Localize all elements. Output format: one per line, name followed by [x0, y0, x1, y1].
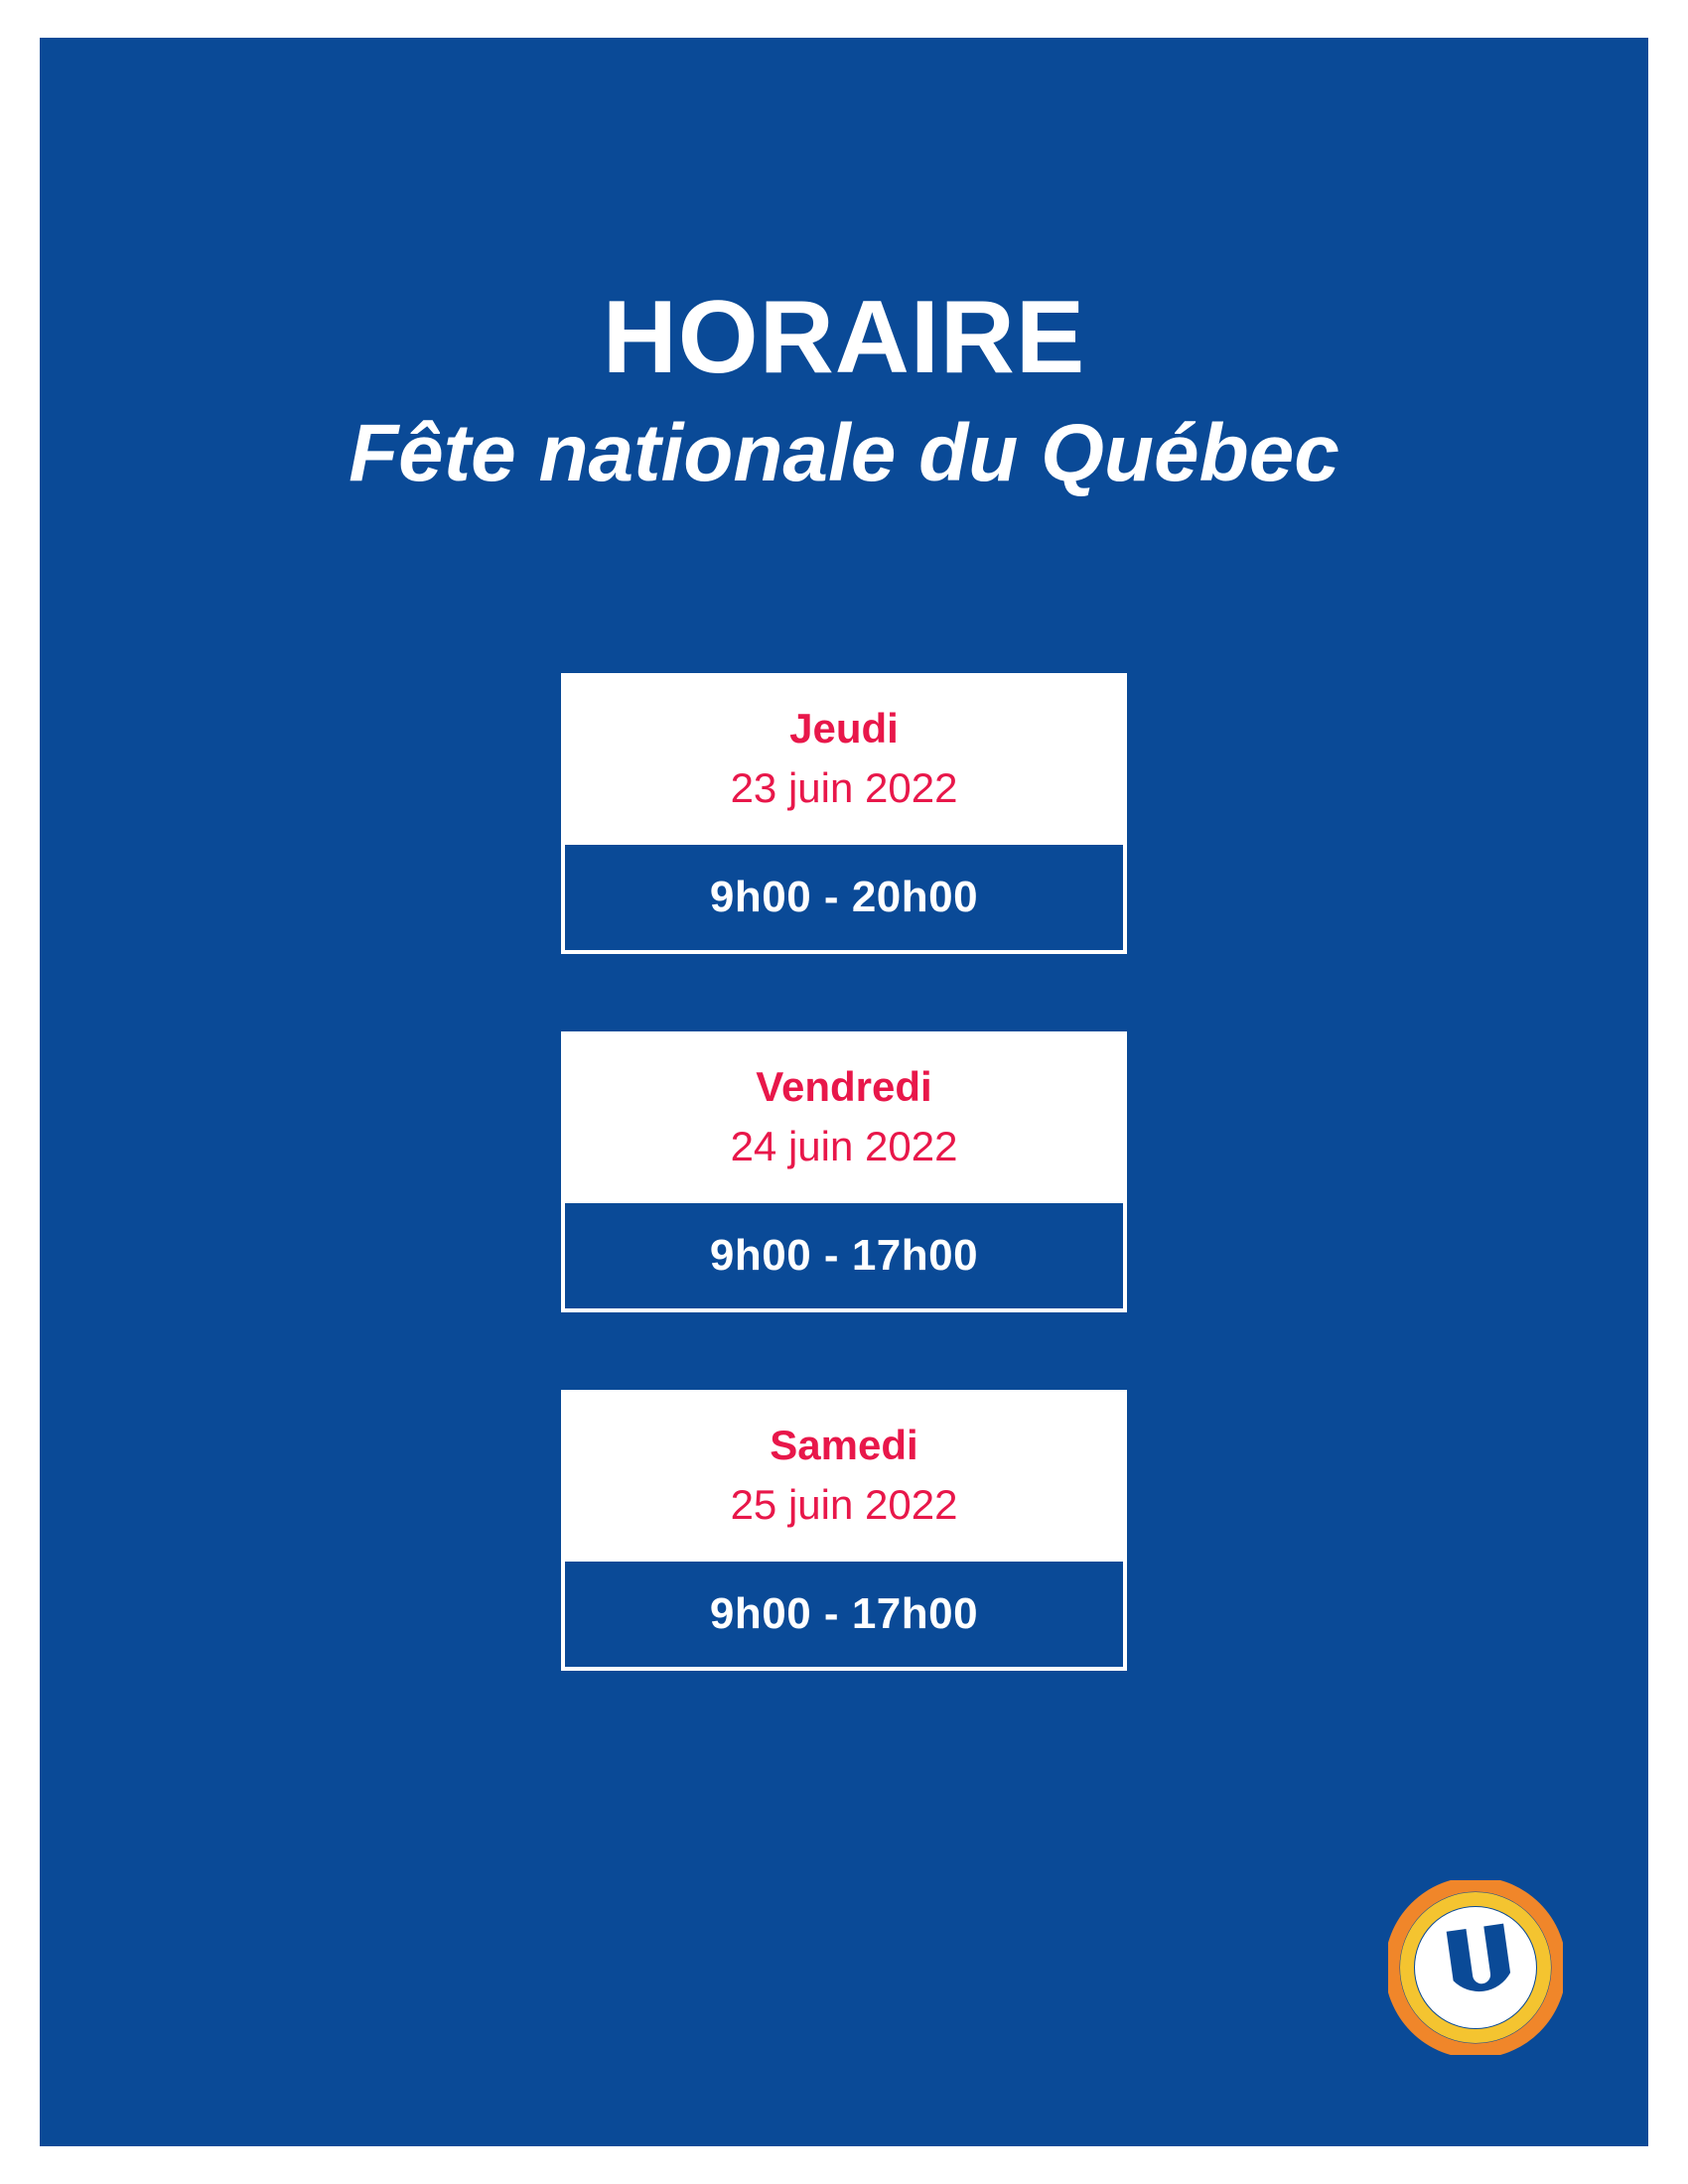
- schedule-hours: 9h00 - 20h00: [709, 873, 979, 922]
- u-logo: [1388, 1880, 1563, 2055]
- schedule-date: 25 juin 2022: [730, 1480, 958, 1528]
- schedule-date: 23 juin 2022: [730, 763, 958, 811]
- poster-canvas: [40, 38, 1648, 2146]
- schedule-date: 24 juin 2022: [730, 1122, 958, 1169]
- page-subtitle: Fête nationale du Québec: [349, 408, 1339, 498]
- schedule-day: Vendredi: [756, 1063, 932, 1111]
- schedule-hours: 9h00 - 17h00: [709, 1589, 979, 1639]
- schedule-card-header: [565, 1394, 1123, 1558]
- schedule-card: [561, 1390, 1127, 1671]
- schedule-card-header: [565, 1035, 1123, 1199]
- schedule-card: [561, 1031, 1127, 1312]
- page-title: HORAIRE: [602, 280, 1086, 395]
- schedule-day: Samedi: [770, 1422, 918, 1469]
- schedule-card: [561, 673, 1127, 954]
- schedule-hours: 9h00 - 17h00: [709, 1231, 979, 1281]
- schedule-day: Jeudi: [789, 705, 899, 751]
- schedule-list: [40, 673, 1648, 1748]
- schedule-card-footer: [565, 841, 1123, 950]
- schedule-card-footer: [565, 1199, 1123, 1308]
- schedule-card-footer: [565, 1558, 1123, 1667]
- schedule-card-header: [565, 677, 1123, 841]
- poster-title-block: [40, 280, 1648, 500]
